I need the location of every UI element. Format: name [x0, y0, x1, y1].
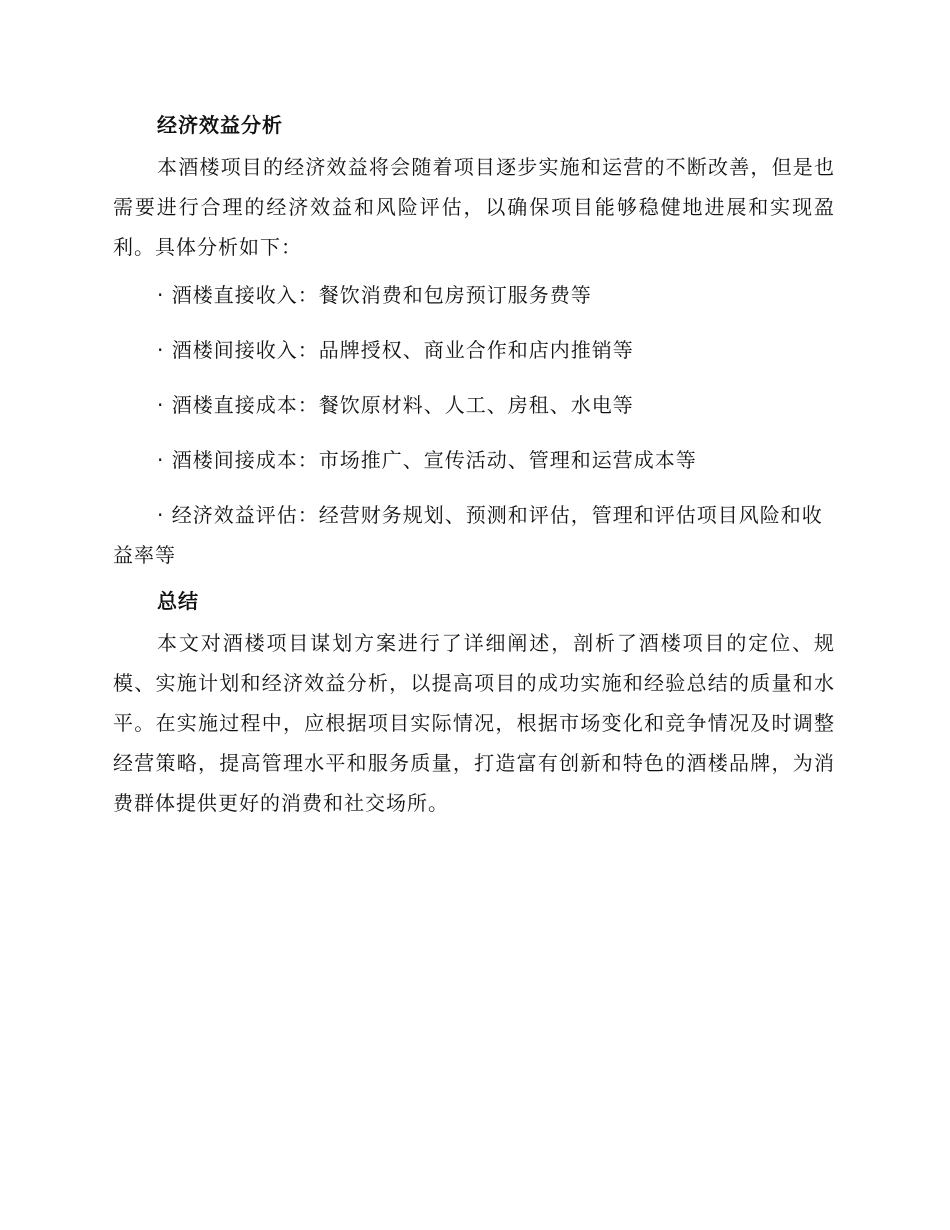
section-heading-economic: 经济效益分析	[157, 113, 283, 137]
document-page	[113, 105, 835, 831]
bullet-indirect-cost: · 酒楼间接成本：市场推广、宣传活动、管理和运营成本等	[157, 448, 697, 472]
bullet-indirect-revenue: · 酒楼间接收入：品牌授权、商业合作和店内推销等	[157, 338, 634, 362]
bullet-direct-revenue: · 酒楼直接收入：餐饮消费和包房预订服务费等	[157, 283, 592, 307]
conclusion-paragraph: 本文对酒楼项目谋划方案进行了详细阐述，剖析了酒楼项目的定位、规模、实施计划和经济效益分析，以提高项目的成功实施和经验总结的质量和水平。在实施过程中，应根据项目实际情况，根据市场变化和竞争情况及时调整经营策略，提高管理水平和服务质量，打造富有创新和特色的酒楼品牌，为消费群体提供更好的消费和社交场所。	[113, 631, 835, 815]
section-heading-conclusion: 总结	[157, 589, 199, 613]
bullet-direct-cost: · 酒楼直接成本：餐饮原材料、人工、房租、水电等	[157, 393, 634, 417]
economic-intro-paragraph: 本酒楼项目的经济效益将会随着项目逐步实施和运营的不断改善，但是也需要进行合理的经济效益和风险评估，以确保项目能够稳健地进展和实现盈利。具体分析如下：	[113, 155, 835, 259]
economic-bullet-list	[113, 275, 835, 575]
bullet-economic-evaluation: · 经济效益评估：经营财务规划、预测和评估，管理和评估项目风险和收益率等	[113, 503, 823, 567]
